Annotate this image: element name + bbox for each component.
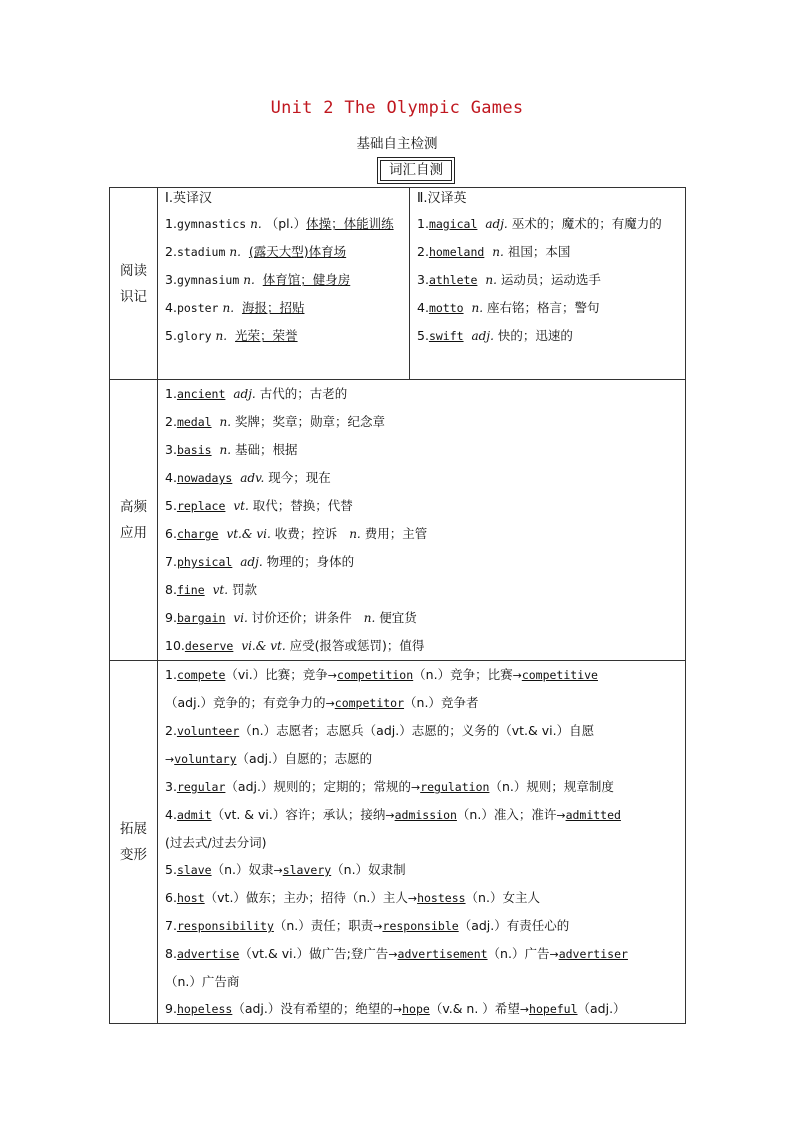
category-extension: 拓展变形 (110, 661, 158, 1024)
list-item: 2.stadium n. (露天大型)体育场 (165, 244, 347, 259)
list-item: 1.ancient adj. 古代的；古老的 (165, 386, 348, 401)
list-item: 5.swift adj. 快的；迅速的 (417, 328, 573, 343)
answer: replace (176, 499, 226, 513)
list-item: 8.fine vt. 罚款 (165, 582, 258, 597)
answer: swift (428, 329, 464, 343)
list-item: 5.glory n. 光荣；荣誉 (165, 328, 298, 343)
list-item: 1.compete（vi.）比赛；竞争→competition（n.）竞争；比赛→competitive (165, 667, 598, 682)
vocabulary-table (109, 187, 686, 1024)
list-item: 3.basis n. 基础；根据 (165, 442, 298, 457)
category-frequent: 高频应用 (110, 380, 158, 661)
answer: motto (428, 301, 464, 315)
list-item: 4.nowadays adv. 现今；现在 (165, 470, 331, 485)
frequent-words-cell (158, 380, 686, 661)
answer: 海报；招贴 (241, 300, 305, 315)
answer: charge (176, 527, 219, 541)
answer: medal (176, 415, 212, 429)
list-item: 4.admit（vt. & vi.）容许；承认；接纳→admission（n.）准入；准许→admitted (165, 807, 621, 822)
section-subtitle: 基础自主检测 (356, 136, 438, 152)
list-item-continued: （adj.）竞争的；有竞争力的→competitor（n.）竞争者 (165, 695, 479, 710)
answer: 体操；体能训练 (306, 216, 394, 231)
part2-header: Ⅱ.汉译英 (417, 191, 467, 206)
answer: basis (176, 443, 212, 457)
list-item: 6.charge vt.& vi. 收费；控诉 n. 费用；主管 (165, 526, 428, 541)
page-title: Unit 2 The Olympic Games (270, 98, 524, 118)
list-item: 9.hopeless（adj.）没有希望的；绝望的→hope（v.& n. ）希望→hopeful（adj.） (165, 1001, 626, 1016)
answer: physical (176, 555, 233, 569)
answer: 光荣；荣誉 (235, 328, 298, 343)
list-item: 3.regular（adj.）规则的；定期的；常规的→regulation（n.）规则；规章制度 (165, 779, 614, 794)
list-item: 4.motto n. 座右铭；格言；警句 (417, 300, 600, 315)
list-item: 10.deserve vi.& vt. 应受(报答或惩罚)；值得 (165, 638, 425, 653)
answer: deserve (184, 639, 234, 653)
category-reading: 阅读识记 (110, 188, 158, 380)
list-item: 2.homeland n. 祖国；本国 (417, 244, 571, 259)
section-label-box: 词汇自测 (380, 160, 452, 181)
list-item: 1.gymnastics n. （pl.）体操；体能训练 (165, 216, 394, 231)
list-item-continued: →voluntary（adj.）自愿的；志愿的 (165, 751, 373, 766)
list-item: 7.physical adj. 物理的；身体的 (165, 554, 355, 569)
answer: bargain (176, 611, 226, 625)
answer: nowadays (176, 471, 233, 485)
list-item: 1.magical adj. 巫术的；魔术的；有魔力的 (417, 216, 662, 231)
list-item: 9.bargain vi. 讨价还价；讲条件 n. 便宜货 (165, 610, 417, 625)
list-item: 2.volunteer（n.）志愿者；志愿兵（adj.）志愿的；义务的（vt.& vi.）自愿 (165, 723, 595, 738)
list-item: 8.advertise（vt.& vi.）做广告;登广告→advertisement（n.）广告→advertiser (165, 946, 628, 961)
english-to-chinese-cell (158, 188, 410, 380)
answer: homeland (428, 245, 485, 259)
list-item: 2.medal n. 奖牌；奖章；勋章；纪念章 (165, 414, 386, 429)
answer: athlete (428, 273, 478, 287)
answer: 体育馆；健身房 (262, 272, 351, 287)
list-item: 5.replace vt. 取代；替换；代替 (165, 498, 353, 513)
answer: (露天大型)体育场 (248, 244, 347, 259)
answer: ancient (176, 387, 226, 401)
list-item-continued: （n.）广告商 (165, 974, 240, 989)
list-item: 6.host（vt.）做东；主办；招待（n.）主人→hostess（n.）女主人 (165, 890, 540, 905)
list-item: 4.poster n. 海报；招贴 (165, 300, 305, 315)
list-item: 3.gymnasium n. 体育馆；健身房 (165, 272, 351, 287)
answer: magical (428, 217, 478, 231)
list-item: 7.responsibility（n.）责任；职责→responsible（adj.）有责任心的 (165, 918, 570, 933)
list-item: 5.slave（n.）奴隶→slavery（n.）奴隶制 (165, 862, 406, 877)
chinese-to-english-cell (410, 188, 686, 380)
answer: fine (176, 583, 205, 597)
extension-words-cell (158, 661, 686, 1024)
part1-header: Ⅰ.英译汉 (165, 191, 212, 206)
list-item-continued: (过去式/过去分词) (165, 835, 267, 850)
list-item: 3.athlete n. 运动员；运动选手 (417, 272, 601, 287)
